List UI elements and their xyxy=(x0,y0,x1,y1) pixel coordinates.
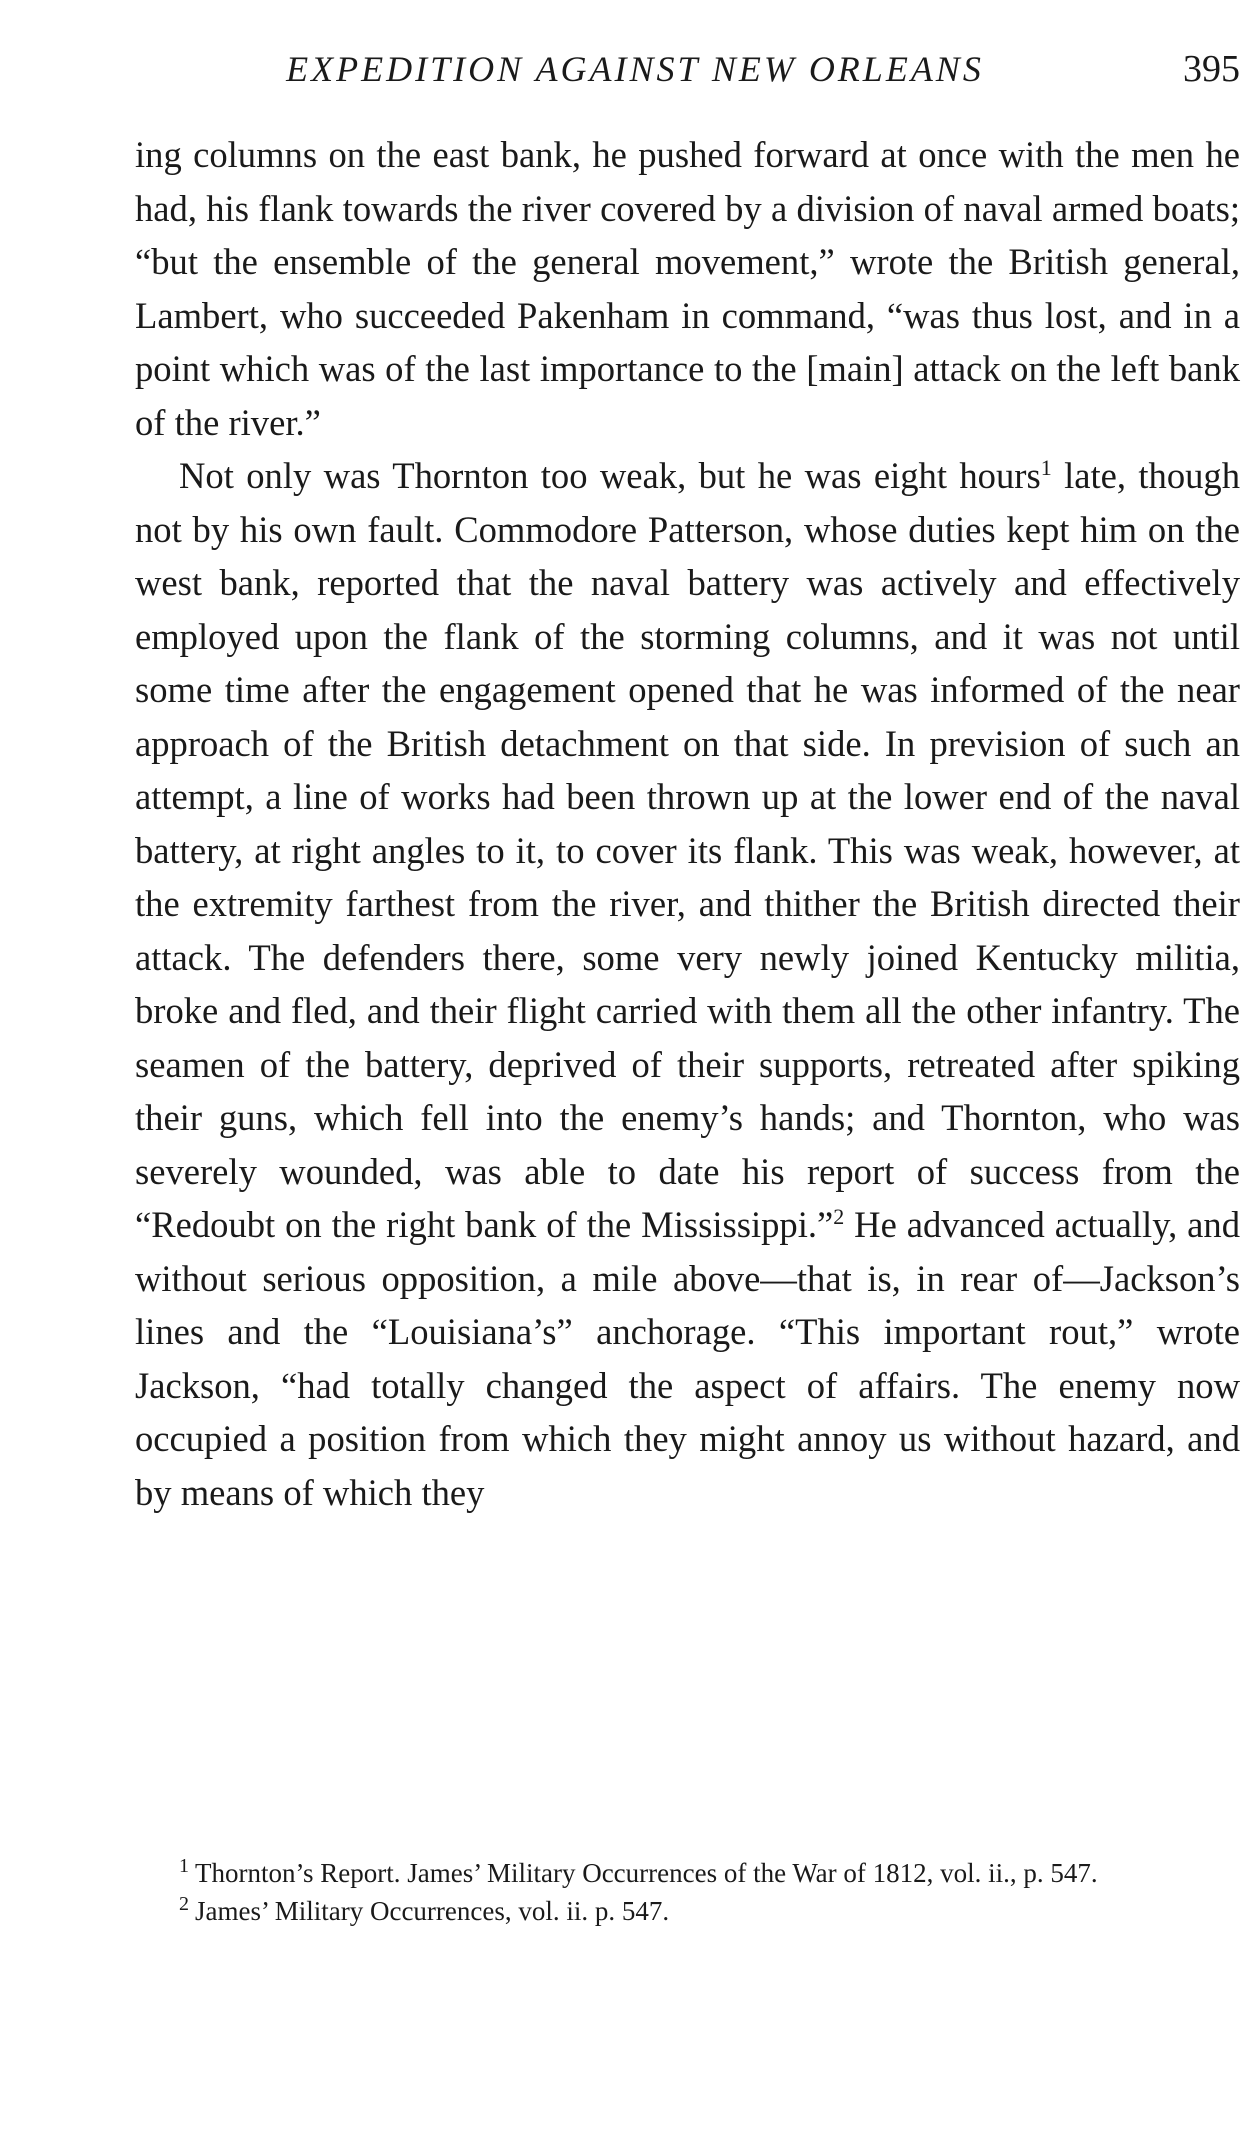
footnote-mark-2: 2 xyxy=(179,1893,189,1915)
running-head xyxy=(135,44,1240,94)
footnote-ref-2: 2 xyxy=(833,1203,845,1229)
footnote-ref-1: 1 xyxy=(1040,454,1052,480)
page-number: 395 xyxy=(1183,48,1240,90)
footnote-1 xyxy=(135,1854,1240,1892)
paragraph-continuation: ing columns on the east bank, he pushed forward at once with the men he had, his flank towards the river covered by a division of naval armed boats; “but the ensemble of the general movement,” wrote the British general, Lambert, who succeeded Pakenham in command, “was thus lost, and in a point which was of the last importance to the [main] attack on the left bank of the river.” xyxy=(135,134,1240,443)
paragraph-text-start: Not only was Thornton too weak, but he was eight hours xyxy=(179,455,1041,496)
body-text xyxy=(135,128,1240,1519)
paragraph-thornton xyxy=(135,449,1240,1519)
footnote-text-1: Thornton’s Report. James’ Military Occurrences of the War of 1812, vol. ii., p. 547. xyxy=(195,1858,1098,1888)
footnote-2 xyxy=(135,1892,1240,1930)
footnote-mark-1: 1 xyxy=(179,1855,189,1877)
running-title: EXPEDITION AGAINST NEW ORLEANS xyxy=(286,49,984,89)
footnotes xyxy=(135,1854,1240,1930)
footnote-text-2: James’ Military Occurrences, vol. ii. p. 547. xyxy=(195,1896,670,1926)
paragraph-text-end: He advanced actually, and without serious opposition, a mile above—that is, in rear of—Jackson’s lines and the “Louisiana’s” anchorage. “This important rout,” wrote Jackson, “had totally changed the aspect of affairs. The enemy now occupied a position from which they might annoy us without hazard, and by means of which they xyxy=(135,1204,1240,1513)
paragraph-text-middle: late, though not by his own fault. Commodore Patterson, whose duties kept him on the west bank, reported that the naval battery was actively and effectively employed upon the flank of the storming columns, and it was not until some time after the engagement opened that he was informed of the near approach of the British detachment on that side. In prevision of such an attempt, a line of works had been thrown up at the lower end of the naval battery, at right angles to it, to cover its flank. This was weak, however, at the extremity farthest from the river, and thither the British directed their attack. The defenders there, some very newly joined Kentucky militia, broke and fled, and their flight carried with them all the other infantry. The seamen of the battery, deprived of their supports, retreated after spiking their guns, which fell into the enemy’s hands; and Thornton, who was severely wounded, was able to date his report of success from the “Redoubt on the right bank of the Mississippi.” xyxy=(135,455,1240,1245)
